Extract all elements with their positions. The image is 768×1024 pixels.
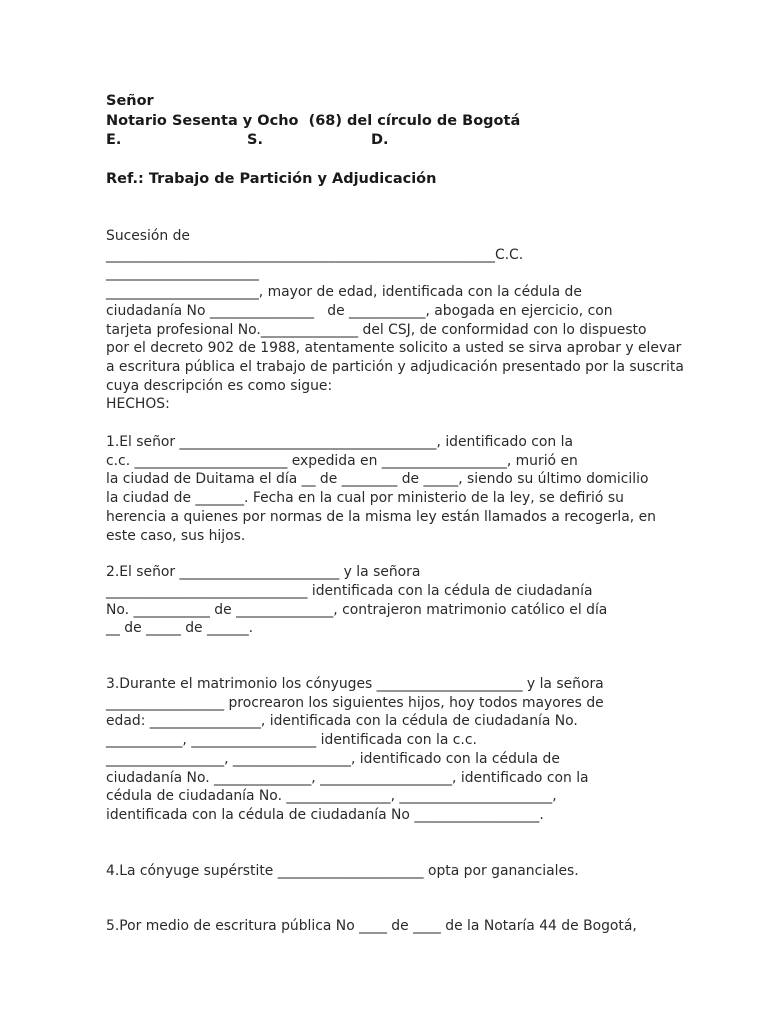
paragraph-line: a escritura pública el trabajo de partición y adjudicación presentado por la suscrita	[106, 358, 684, 375]
paragraph-line: edad: ________________, identificada con la cédula de ciudadanía No.	[106, 713, 578, 730]
paragraph-line: ___________, __________________ identificada con la c.c.	[106, 732, 477, 749]
paragraph-line: _________________ procrearon los siguientes hijos, hoy todos mayores de	[106, 694, 604, 711]
paragraph-line: este caso, sus hijos.	[106, 527, 246, 544]
paragraph-line: tarjeta profesional No.______________ del CSJ, de conformidad con lo dispuesto	[106, 321, 647, 338]
paragraph-line: 3.Durante el matrimonio los cónyuges _____________________ y la señora	[106, 676, 604, 693]
paragraph-line: Sucesión de	[106, 228, 190, 244]
paragraph-line: ciudadanía No _______________ de ___________, abogada en ejercicio, con	[106, 302, 613, 319]
hecho-2-paragraph	[106, 563, 666, 638]
paragraph-line: herencia a quienes por normas de la misma ley están llamados a recogerla, en	[106, 508, 656, 525]
paragraph-line: ______________________	[106, 265, 259, 282]
paragraph-line: c.c. ______________________ expedida en __________________, murió en	[106, 452, 578, 469]
paragraph-line: No. ___________ de ______________, contrajeron matrimonio católico el día	[106, 601, 608, 618]
paragraph-line: _________________, _________________, identificado con la cédula de	[106, 750, 560, 767]
addressee-title: Señor	[106, 93, 154, 109]
sucesion-paragraph	[106, 227, 684, 414]
eds-d: D.	[371, 132, 389, 148]
section-heading-hechos: HECHOS:	[106, 396, 170, 413]
hecho-5-paragraph	[106, 917, 666, 936]
reference-line: Ref.: Trabajo de Partición y Adjudicación	[106, 170, 437, 187]
document-header	[106, 92, 666, 151]
paragraph-line: 5.Por medio de escritura pública No ____ de ____ de la Notaría 44 de Bogotá,	[106, 918, 637, 935]
paragraph-line: cédula de ciudadanía No. _______________, ______________________,	[106, 788, 557, 805]
paragraph-line: la ciudad de Duitama el día __ de ________ de _____, siendo su último domicilio	[106, 471, 649, 488]
eds-e: E.	[106, 132, 122, 148]
paragraph-line: ciudadanía No. ______________, ___________________, identificado con la	[106, 769, 589, 786]
hecho-4-paragraph	[106, 862, 666, 881]
document-page	[106, 92, 684, 936]
paragraph-line: identificada con la cédula de ciudadanía No __________________.	[106, 806, 544, 823]
paragraph-line: __ de _____ de ______.	[106, 620, 254, 637]
hecho-1-paragraph	[106, 433, 666, 545]
paragraph-line: 2.El señor _______________________ y la señora	[106, 564, 421, 581]
paragraph-line: 4.La cónyuge supérstite _____________________ opta por gananciales.	[106, 862, 579, 879]
paragraph-line: por el decreto 902 de 1988, atentamente solicito a usted se sirva aprobar y elevar	[106, 340, 682, 357]
addressee-notary: Notario Sesenta y Ocho (68) del círculo de Bogotá	[106, 112, 521, 129]
paragraph-line: 1.El señor _____________________________________, identificado con la	[106, 434, 574, 451]
paragraph-line: _____________________________ identificada con la cédula de ciudadanía	[106, 582, 593, 599]
paragraph-line: cuya descripción es como sigue:	[106, 377, 333, 394]
hecho-3-paragraph	[106, 675, 666, 825]
eds-s: S.	[247, 132, 263, 148]
eds-line	[106, 131, 666, 151]
paragraph-line: la ciudad de _______. Fecha en la cual por ministerio de la ley, se defirió su	[106, 490, 624, 507]
paragraph-line: ________________________________________________________C.C.	[106, 246, 524, 263]
paragraph-line: ______________________, mayor de edad, identificada con la cédula de	[106, 284, 582, 301]
